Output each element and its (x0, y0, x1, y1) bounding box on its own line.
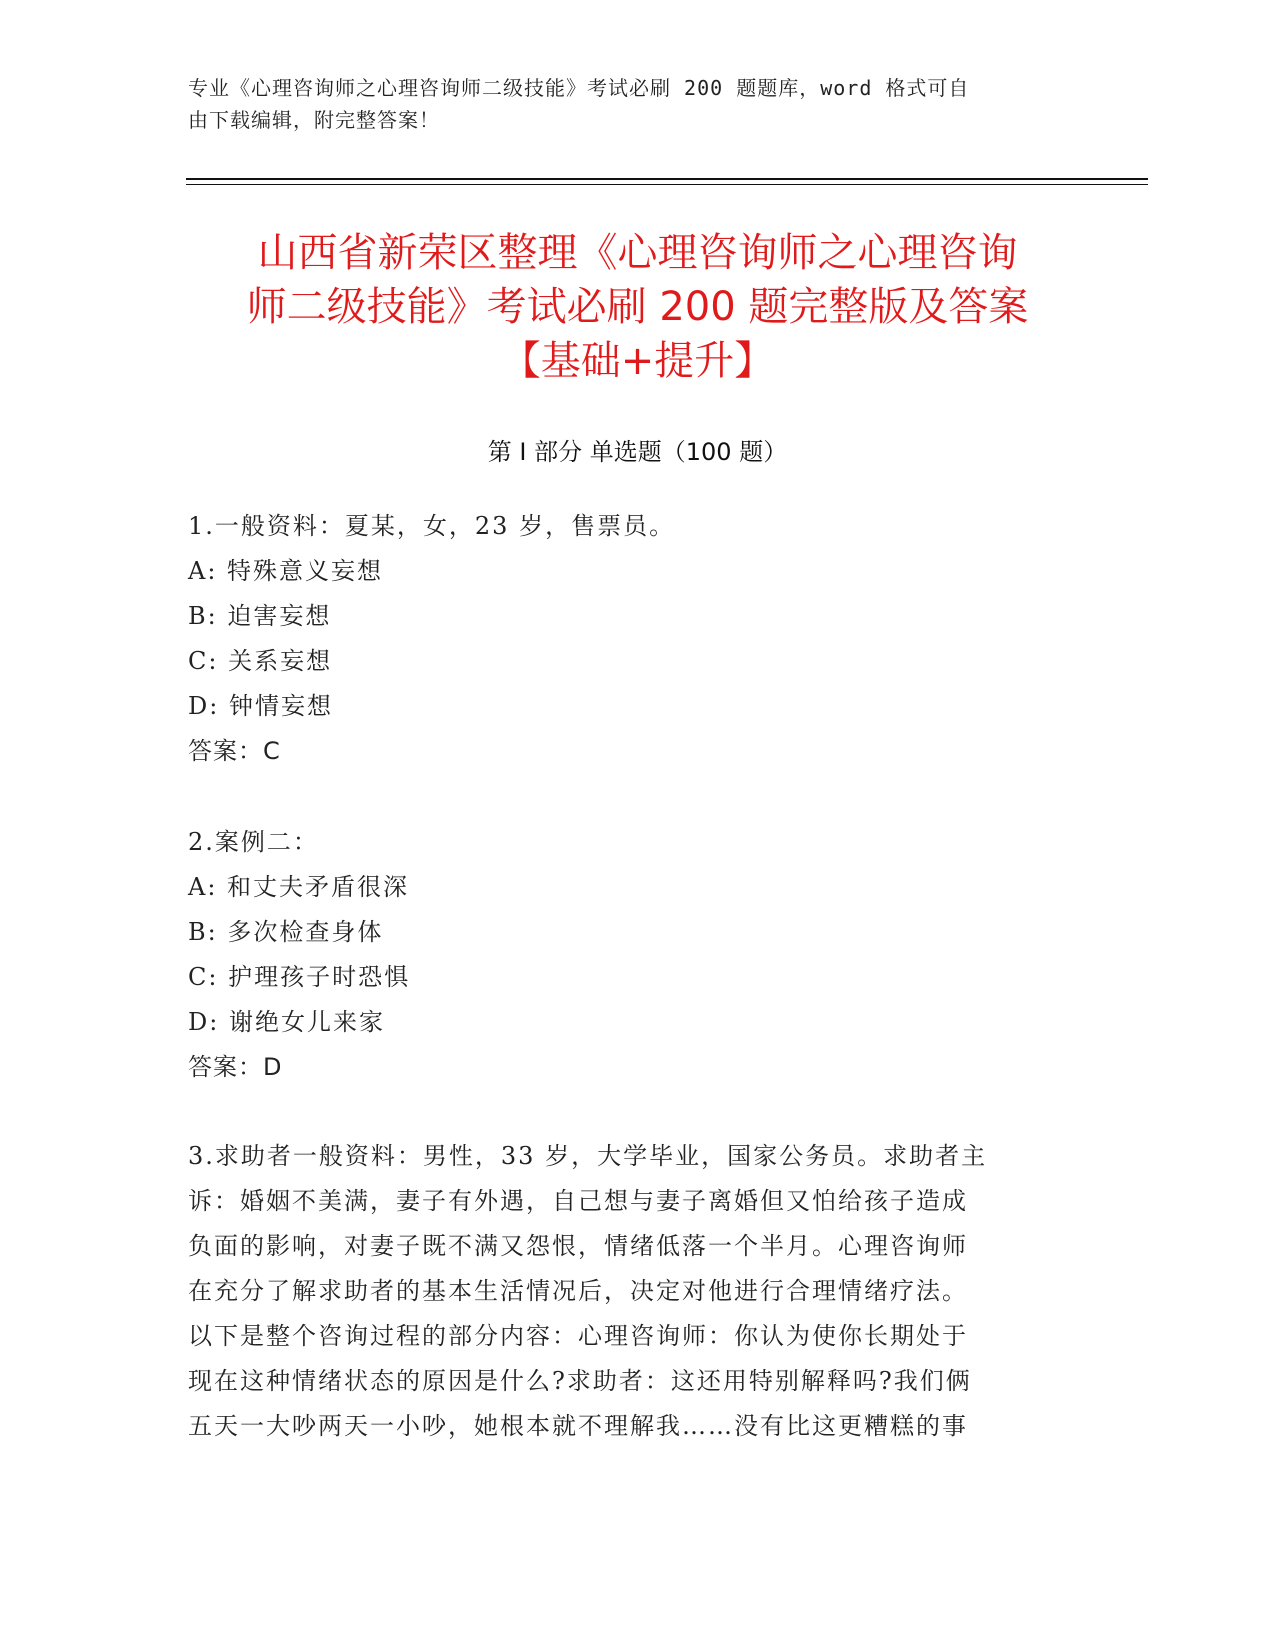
section-heading: 第 I 部分 单选题（100 题） (487, 438, 788, 466)
stem-line: 以下是整个咨询过程的部分内容：心理咨询师：你认为使你长期处于 (188, 1322, 968, 1350)
option-b: B: 多次检查身体 (188, 918, 384, 946)
stem-line: 在充分了解求助者的基本生活情况后，决定对他进行合理情绪疗法。 (188, 1277, 968, 1305)
option-c: C: 关系妄想 (188, 647, 333, 675)
header-note-line: 专业《心理咨询师之心理咨询师二级技能》考试必刷 200 题题库，word 格式可自 (188, 76, 970, 100)
header-note (188, 72, 1068, 136)
option-d: D: 钟情妄想 (188, 692, 333, 720)
question-1 (188, 504, 1068, 774)
question-2 (188, 820, 1068, 1090)
question-stem: 1.一般资料：夏某，女，23 岁，售票员。 (188, 512, 676, 540)
option-a: A: 特殊意义妄想 (188, 557, 384, 585)
answer: 答案：C (188, 737, 281, 765)
title-line: 【基础+提升】 (500, 338, 775, 384)
stem-line: 五天一大吵两天一小吵，她根本就不理解我……没有比这更糟糕的事 (188, 1412, 968, 1440)
question-stem: 2.案例二： (188, 828, 319, 856)
stem-line: 诉：婚姻不美满，妻子有外遇，自己想与妻子离婚但又怕给孩子造成 (188, 1187, 968, 1215)
header-divider-thick (186, 178, 1148, 180)
stem-line: 负面的影响，对妻子既不满又怨恨，情绪低落一个半月。心理咨询师 (188, 1232, 968, 1260)
answer: 答案：D (188, 1053, 283, 1081)
header-divider-thin (186, 184, 1148, 185)
option-b: B: 迫害妄想 (188, 602, 332, 630)
stem-line: 现在这种情绪状态的原因是什么?求助者：这还用特别解释吗?我们俩 (188, 1367, 972, 1395)
option-c: C: 护理孩子时恐惧 (188, 963, 411, 991)
question-stem (188, 1134, 1068, 1449)
question-3 (188, 1134, 1068, 1449)
option-d: D: 谢绝女儿来家 (188, 1008, 385, 1036)
document-title (150, 226, 1125, 388)
option-a: A: 和丈夫矛盾很深 (188, 873, 410, 901)
header-note-line: 由下载编辑，附完整答案！ (188, 108, 440, 132)
stem-line: 3.求助者一般资料：男性，33 岁，大学毕业，国家公务员。求助者主 (188, 1142, 988, 1170)
title-line: 山西省新荣区整理《心理咨询师之心理咨询 (257, 230, 1018, 276)
title-line: 师二级技能》考试必刷 200 题完整版及答案 (246, 284, 1029, 330)
